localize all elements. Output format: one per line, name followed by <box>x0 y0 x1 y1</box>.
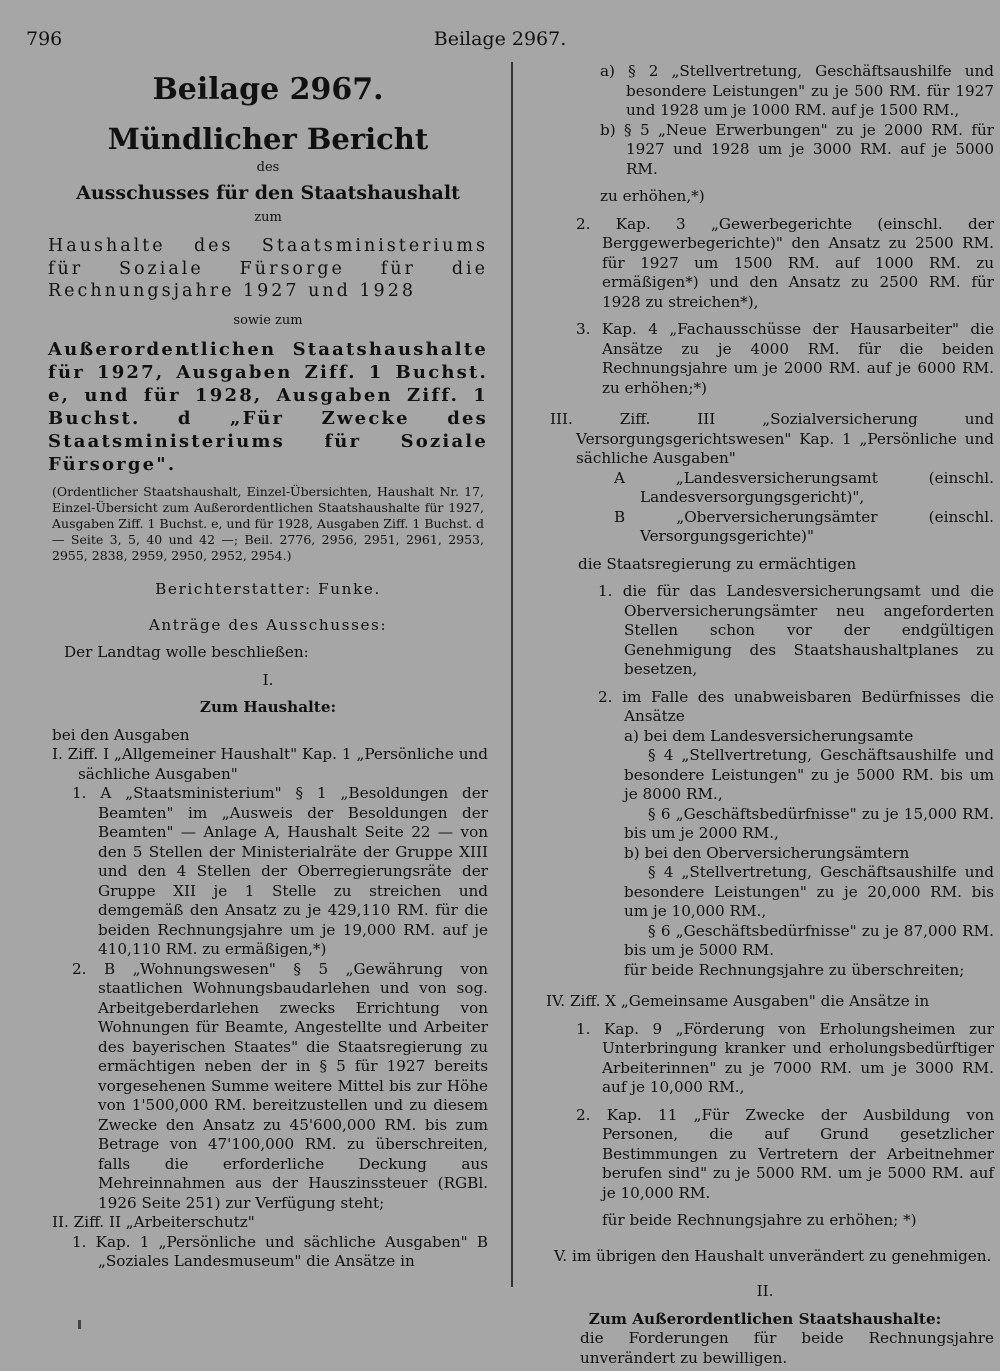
section-three-closing: für beide Rechnungsjahre zu überschreiten; <box>624 960 965 979</box>
item-3-2-b: b) bei den Oberversicherungsämtern <box>624 843 910 862</box>
reference-note: (Ordentlicher Staatshaushalt, Einzel-Übersichten, Haushalt Nr. 17, Einzel-Übersicht zum Außerordentlichen Staatshaushalte für 1927, Ausgaben Ziff. 1 Buchst. e, und für 1928, Ausgaben Ziff. 1 Buchst. d — Seite 3, 5, 40 und 42 —; Beil. 2776, 2956, 2951, 2961, 2953, 2955, 2838, 2959, 2950, 2952, 2954.) <box>52 484 484 563</box>
expenditure-intro: bei den Ausgaben <box>52 725 190 744</box>
section-three-authorize: die Staatsregierung zu ermächtigen <box>578 554 857 573</box>
rapporteur: Berichterstatter: Funke. <box>155 580 381 598</box>
document-heading: Beilage 2967. <box>152 72 384 107</box>
item-3-2-b-4: § 4 „Stellvertretung, Geschäftsaushilfe und besondere Leistungen" zu je 20,000 RM. bis um je 10,000 RM., <box>624 863 994 920</box>
item-4-1: 1. Kap. 9 „Förderung von Erholungsheimen zur Unterbringung kranker und erholungsbedürftiger Arbeiterinnen" zu je 7000 RM. um je 3000 RM. auf je 10,000 RM., <box>576 1019 994 1096</box>
section-four-closing: für beide Rechnungsjahre zu erhöhen; *) <box>602 1211 917 1229</box>
item-3-B: B „Oberversicherungsämter (einschl. Versorgungsgerichte)" <box>614 507 994 545</box>
connector-des: des <box>256 160 280 175</box>
item-1-1: 1. A „Staatsministerium" § 1 „Besoldungen der Beamten" im „Ausweis der Besoldungen der Beamten" — Anlage A, Haushalt Seite 22 — von den 5 Stellen der Ministerialräte der Gruppe XIII und den 4 Stellen der Oberregierungsräte der Gruppe XII je 1 Stelle zu streichen und demgemäß den Ansatz zu je 429,110 RM. für die beiden Rechnungsjahre um je 19,000 RM. auf je 410,110 RM. zu ermäßigen,*) <box>72 784 488 958</box>
extraordinary-budget-subject: Außerordentlichen Staatshaushalte für 1927, Ausgaben Ziff. 1 Buchst. e, und für 1928, Ausgaben Ziff. 1 Buchst. d „Für Zwecke des Staatsministeriums für Soziale Fürsorge". <box>48 339 488 475</box>
part-one-numeral: I. <box>262 670 274 689</box>
connector-zum: zum <box>254 209 282 225</box>
column-divider <box>511 62 513 1287</box>
committee-name: Ausschusses für den Staatshaushalt <box>76 181 460 204</box>
section-one-heading: I. Ziff. I „Allgemeiner Haushalt" Kap. 1 „Persönliche und sächliche Ausgaben" <box>52 745 488 783</box>
item-2-2: 2. Kap. 3 „Gewerbegerichte (einschl. der Berggewerbegerichte)" den Ansatz zu 2500 RM. für 1927 um 1500 RM. auf 1000 RM. zu ermäßigen*) und den Ansatz zu 2500 RM. für 1928 zu streichen*), <box>576 214 994 311</box>
section-three-heading: III. Ziff. III „Sozialversicherung und Versorgungsgerichtswesen" Kap. 1 „Persönliche und sächliche Ausgaben" <box>550 410 994 467</box>
item-2-1-b: b) § 5 „Neue Erwerbungen" zu je 2000 RM. für 1927 und 1928 um je 3000 RM. auf je 5000 RM. <box>600 120 994 178</box>
item-2-3: 3. Kap. 4 „Fachausschüsse der Hausarbeiter" die Ansätze zu je 4000 RM. für die beiden Rechnungsjahre um je 2000 RM. auf je 6000 RM. zu erhöhen;*) <box>576 320 994 397</box>
motions-heading: Anträge des Ausschusses: <box>148 615 388 634</box>
left-column <box>48 62 488 1272</box>
budget-subject: Haushalte des Staatsministeriums für Soziale Fürsorge für die Rechnungsjahre 1927 und 1928 <box>48 236 488 301</box>
report-title: Mündlicher Bericht <box>107 122 429 156</box>
item-2-1-a: a) § 2 „Stellvertretung, Geschäftsaushilfe und besondere Leistungen" zu je 500 RM. für 1927 und 1928 um je 1000 RM. auf je 1500 RM., <box>600 62 994 119</box>
part-two-numeral: II. <box>756 1282 774 1300</box>
item-3-2-b-6: § 6 „Geschäftsbedürfnisse" zu je 87,000 RM. bis um je 5000 RM. <box>624 921 994 959</box>
item-3-A: A „Landesversicherungsamt (einschl. Landesversorgungsgericht)", <box>614 468 994 506</box>
part-one-heading: Zum Haushalte: <box>199 698 337 716</box>
item-3-2-a-4: § 4 „Stellvertretung, Geschäftsaushilfe und besondere Leistungen" zu je 5000 RM. bis um je 8000 RM., <box>624 746 994 803</box>
item-4-2: 2. Kap. 11 „Für Zwecke der Ausbildung von Personen, die auf Grund gesetzlicher Bestimmungen zu Vertretern der Arbeitnehmer berufen sind" zu je 5000 RM. um je 5000 RM. auf je 10,000 RM. <box>576 1105 994 1202</box>
section-two-heading: II. Ziff. II „Arbeiterschutz" <box>52 1213 255 1231</box>
page-number: 796 <box>26 28 63 50</box>
section-four-heading: IV. Ziff. X „Gemeinsame Ausgaben" die Ansätze in <box>546 992 930 1010</box>
item-3-2: 2. im Falle des unabweisbaren Bedürfnisses die Ansätze <box>598 687 994 725</box>
item-3-1: 1. die für das Landesversicherungsamt und die Oberversicherungsämter neu angeforderten Stellen schon vor der endgültigen Genehmigung des Staatshaushaltplanes zu besetzen, <box>598 582 994 678</box>
item-2-1-closing: zu erhöhen,*) <box>600 187 705 205</box>
connector-sowie: sowie zum <box>233 312 303 328</box>
item-1-2: 2. B „Wohnungswesen" § 5 „Gewährung von staatlichen Wohnungsbaudarlehen und von sog. Arbeitgeberdarlehen zwecks Errichtung von Wohnungen für Beamte, Angestellte und Arbeiter des bayerischen Staates" die Staatsregierung zu ermächtigen neben der in § 5 für 1927 bereits vorgesehenen Summe weitere Mittel bis zur Höhe von 1'500,000 RM. bereitzustellen und zu diesem Zwecke den Ansatz zu 45'600,000 RM. bis zum Betrage von 47'100,000 RM. zu überschreiten, falls die erforderliche Deckung aus Mehreinnahmen aus der Hauszinssteuer (RGBl. 1926 Seite 251) zur Verfügung steht; <box>72 959 488 1212</box>
resolution-intro: Der Landtag wolle beschließen: <box>64 643 309 661</box>
item-3-2-a-6: § 6 „Geschäftsbedürfnisse" zu je 15,000 RM. bis um je 2000 RM., <box>624 804 994 842</box>
right-column <box>536 62 994 1368</box>
item-3-2-a: a) bei dem Landesversicherungsamte <box>624 726 914 745</box>
item-2-1: 1. Kap. 1 „Persönliche und sächliche Ausgaben" B „Soziales Landesmuseum" die Ansätze in <box>72 1232 488 1270</box>
section-five: V. im übrigen den Haushalt unverändert zu genehmigen. <box>554 1246 992 1265</box>
part-two-heading: Zum Außerordentlichen Staatshaushalte: <box>588 1309 942 1328</box>
running-header: Beilage 2967. <box>433 28 567 50</box>
part-two-text: die Forderungen für beide Rechnungsjahre unverändert zu bewilligen. <box>580 1329 994 1367</box>
margin-mark <box>78 1320 81 1329</box>
